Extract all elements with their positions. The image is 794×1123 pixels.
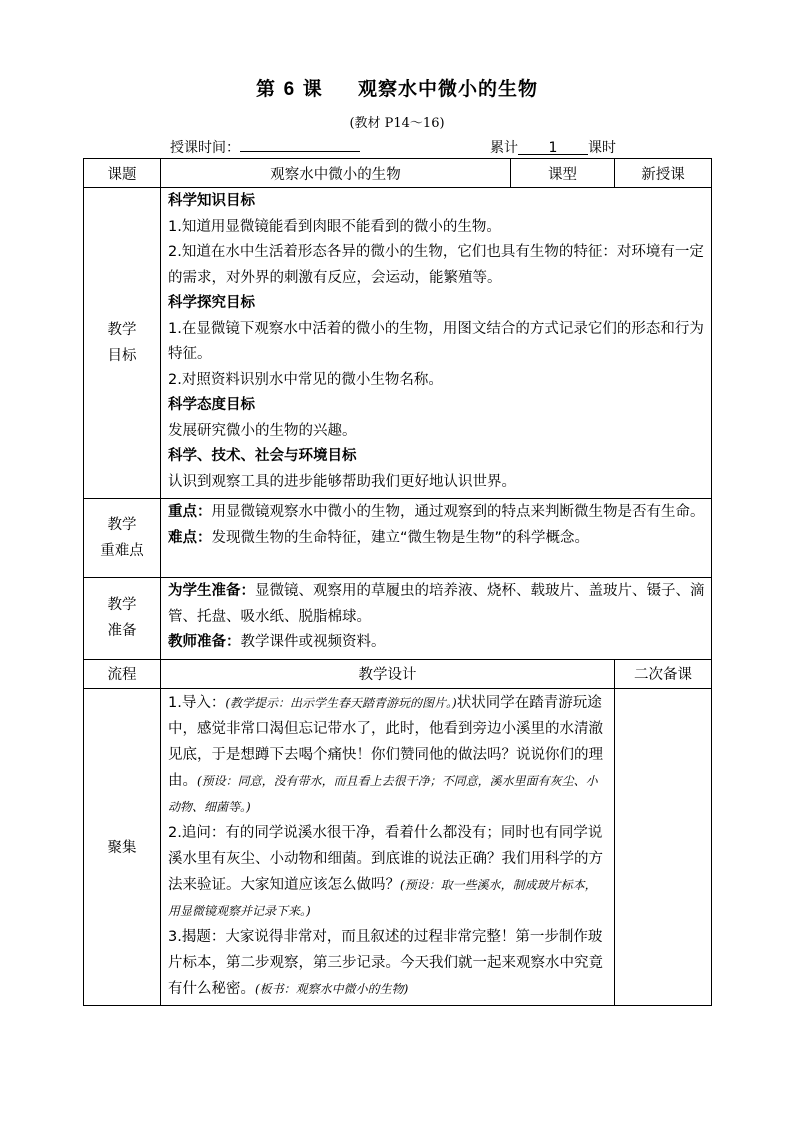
total-label: 累计 [490, 140, 518, 156]
textbook-pages: (教材 P14～16) [349, 116, 445, 131]
revision-cell [615, 688, 712, 1005]
key-points-label-2: 重难点 [100, 543, 144, 559]
goals-content [161, 188, 712, 499]
goal-item: 发展研究微小的生物的兴趣。 [168, 422, 357, 439]
total-unit: 课时 [588, 140, 616, 156]
prep-row [84, 578, 712, 660]
board-note: (板书：观察水中微小的生物) [255, 981, 409, 996]
teach-time-label: 授课时间： [170, 140, 240, 156]
intro-label: 1.导入： [168, 694, 226, 711]
total-value: 1 [518, 140, 588, 155]
goal-heading-knowledge: 科学知识目标 [168, 193, 255, 209]
preset-note: (预设：取一些溪水，制成玻片标本，用显微镜观察并记录下来。) [168, 877, 597, 918]
goal-item: 2.对照资料识别水中常见的微小生物名称。 [168, 371, 443, 388]
student-prep-label: 为学生准备： [168, 583, 255, 599]
meta-row [170, 137, 730, 157]
key-points-row [84, 499, 712, 578]
title-main: 观察水中微小的生物 [358, 78, 539, 100]
goal-item: 2.知道在水中生活着形态各异的微小的生物，它们也具有生物的特征：对环境有一定的需求，对外界的刺激有反应，会运动，能繁殖等。 [168, 244, 704, 286]
focus-paragraph-2 [168, 820, 608, 924]
teach-time-blank [240, 137, 360, 152]
follow-up-text: 2.追问：有的同学说溪水很干净，看着什么都没有；同时也有同学说溪水里有灰尘、小动物和细菌。到底谁的说法正确？我们用科学的方法来验证。大家知道应该怎么做吗？ [168, 824, 603, 893]
goal-item: 1.知道用显微镜能看到肉眼不能看到的微小的生物。 [168, 218, 501, 235]
lesson-type-value: 新授课 [615, 159, 712, 188]
teacher-prep-label: 教师准备： [168, 634, 241, 650]
title-prefix: 第 [255, 78, 276, 100]
reveal-text: 3.揭题：大家说得非常对，而且叙述的过程非常完整！第一步制作玻片标本，第二步观察，第三步记录。今天我们就一起来观察水中究竟有什么秘密。 [168, 928, 603, 997]
goal-item: 认识到观察工具的进步能够帮助我们更好地认识世界。 [168, 473, 516, 490]
focus-row [84, 688, 712, 1005]
topic-label: 课题 [84, 159, 161, 188]
title-suffix: 课 [302, 78, 323, 100]
total-periods [490, 137, 616, 157]
prep-label [84, 578, 161, 660]
goal-heading-stse: 科学、技术、社会与环境目标 [168, 448, 357, 464]
goal-item: 1.在显微镜下观察水中活着的微小的生物，用图文结合的方式记录它们的形态和行为特征。 [168, 320, 704, 362]
lesson-plan-table [83, 158, 712, 1006]
topic-row [84, 159, 712, 188]
key-point-text: 用显微镜观察水中微小的生物，通过观察到的特点来判断微生物是否有生命。 [211, 504, 705, 520]
lesson-type-label: 课型 [511, 159, 615, 188]
topic-value: 观察水中微小的生物 [161, 159, 511, 188]
prep-label-2: 准备 [107, 623, 137, 640]
difficult-point [168, 526, 705, 552]
student-prep [168, 579, 705, 630]
prep-content [161, 578, 712, 660]
difficult-point-label: 难点： [168, 529, 212, 546]
teacher-prep [168, 630, 705, 656]
prep-label-1: 教学 [107, 597, 137, 614]
goal-heading-attitude: 科学态度目标 [168, 397, 255, 413]
goals-label-1: 教学 [107, 322, 137, 338]
preset-note: (预设：同意，没有带水，而且看上去很干净；不同意，溪水里面有灰尘、小动物、细菌等。) [168, 773, 598, 814]
focus-paragraph-1 [168, 690, 608, 820]
key-point-label: 重点： [168, 504, 212, 520]
focus-label: 聚集 [84, 688, 161, 1005]
intro-text: 状状同学在踏青游玩途中，感觉非常口渴但忘记带水了，此时，他看到旁边小溪里的水清澈见底，于是想蹲下去喝个痛快！你们赞同他的做法吗？说说你们的理由。 [168, 694, 603, 789]
flow-col-design: 教学设计 [161, 659, 615, 688]
teaching-note: (教学提示：出示学生春天踏青游玩的图片。) [225, 695, 457, 710]
goal-heading-inquiry: 科学探究目标 [168, 295, 255, 311]
flow-col-revision: 二次备课 [615, 659, 712, 688]
difficult-point-text: 发现微生物的生命特征，建立“微生物是生物”的科学概念。 [211, 529, 590, 546]
key-point [168, 500, 705, 526]
key-points-label-1: 教学 [107, 517, 137, 533]
focus-paragraph-3 [168, 924, 608, 1002]
key-points-content [161, 499, 712, 578]
goals-row [84, 188, 712, 499]
goals-label [84, 188, 161, 499]
page-title [0, 74, 794, 101]
student-prep-text: 显微镜、观察用的草履虫的培养液、烧杯、载玻片、盖玻片、镊子、滴管、托盘、吸水纸、脱脂棉球。 [168, 583, 705, 625]
teacher-prep-text: 教学课件或视频资料。 [240, 634, 386, 650]
key-points-label [84, 499, 161, 578]
flow-header-row [84, 659, 712, 688]
focus-content [161, 688, 615, 1005]
title-lesson-number: 6 [283, 79, 296, 100]
goals-label-2: 目标 [107, 348, 137, 364]
teach-time [170, 137, 360, 157]
flow-col-process: 流程 [84, 659, 161, 688]
